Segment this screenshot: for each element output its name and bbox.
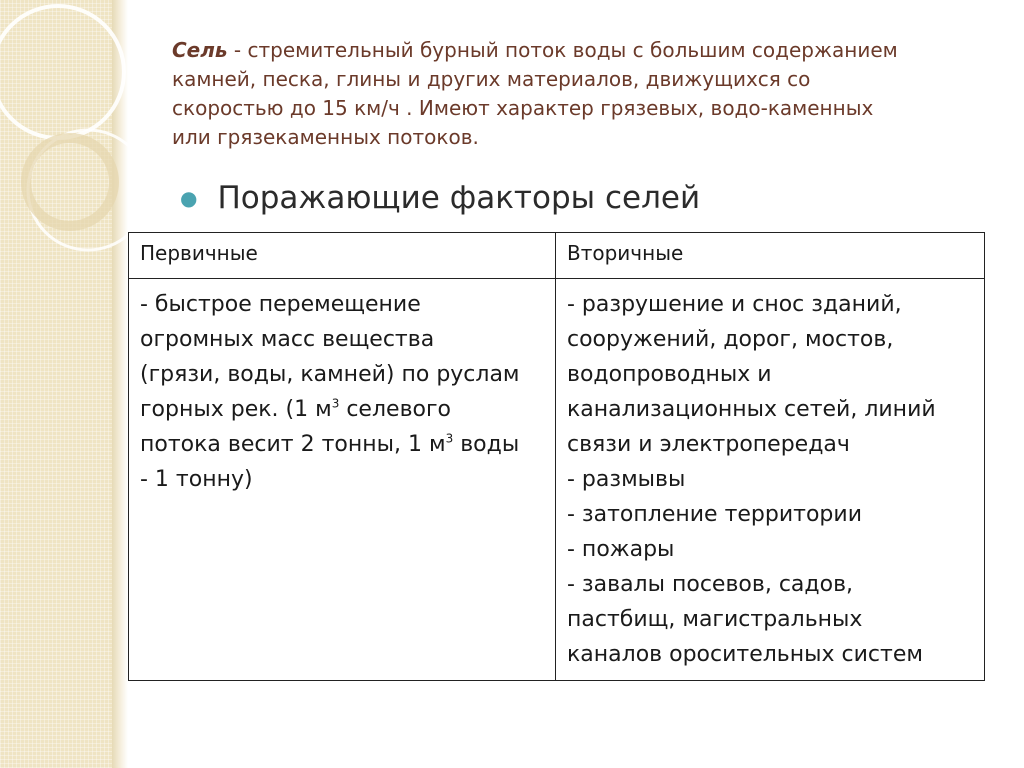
- primary-line-5-text-b: воды: [453, 432, 520, 457]
- secondary-line-8: - пожары: [567, 537, 675, 562]
- definition-term: Сель: [172, 38, 228, 62]
- secondary-line-7: - затопление территории: [567, 502, 862, 527]
- primary-line-4-superscript: 3: [331, 396, 340, 411]
- definition-paragraph: [172, 36, 982, 152]
- secondary-line-4: канализационных сетей, линий: [567, 397, 936, 422]
- primary-line-5: [140, 427, 545, 462]
- primary-line-1: - быстрое перемещение: [140, 292, 421, 317]
- table-row: [129, 279, 985, 681]
- secondary-line-10: пастбищ, магистральных: [567, 607, 863, 632]
- secondary-line-3: водопроводных и: [567, 362, 772, 387]
- table-header-row: [129, 233, 985, 279]
- definition-line-4: или грязекаменных потоков.: [172, 125, 479, 149]
- bullet-heading: Поражающие факторы селей: [217, 180, 701, 216]
- secondary-line-11: каналов оросительных систем: [567, 642, 923, 667]
- primary-line-5-superscript: 3: [445, 431, 454, 446]
- definition-line-2: камней, песка, глины и других материалов, движущихся со: [172, 67, 811, 91]
- factors-table: [128, 232, 985, 681]
- primary-line-3: (грязи, воды, камней) по руслам: [140, 362, 520, 387]
- secondary-line-1: - разрушение и снос зданий,: [567, 292, 902, 317]
- primary-line-5-text-a: потока весит 2 тонны, 1 м: [140, 432, 446, 457]
- decorative-ring-small: [26, 138, 114, 226]
- primary-line-6: - 1 тонну): [140, 467, 253, 492]
- primary-line-4-text-b: селевого: [339, 397, 452, 422]
- secondary-line-9: - завалы посевов, садов,: [567, 572, 854, 597]
- decorative-ring-large: [0, 6, 124, 138]
- bullet-item: [180, 176, 700, 220]
- secondary-line-5: связи и электропередач: [567, 432, 850, 457]
- secondary-line-6: - размывы: [567, 467, 686, 492]
- primary-line-2: огромных масс вещества: [140, 327, 435, 352]
- definition-line-1: - стремительный бурный поток воды с большим содержанием: [227, 38, 898, 62]
- primary-factors-cell: [129, 279, 556, 681]
- bullet-dot-icon: ●: [180, 186, 198, 210]
- column-header-primary: Первичные: [129, 233, 556, 279]
- primary-line-4: [140, 392, 545, 427]
- secondary-line-2: сооружений, дорог, мостов,: [567, 327, 894, 352]
- primary-line-4-text-a: горных рек. (1 м: [140, 397, 332, 422]
- secondary-factors-cell: [556, 279, 985, 681]
- definition-line-3: скоростью до 15 км/ч . Имеют характер грязевых, водо-каменных: [172, 96, 874, 120]
- column-header-secondary: Вторичные: [556, 233, 985, 279]
